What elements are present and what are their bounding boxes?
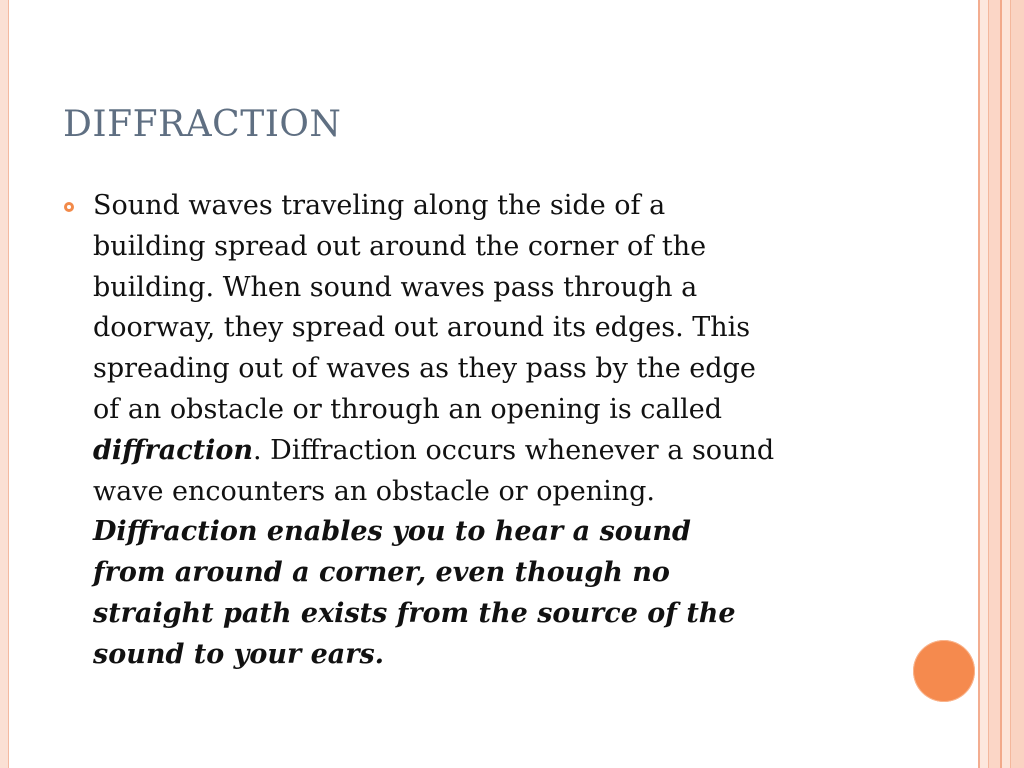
paragraph-line: building. When sound waves pass through a: [93, 271, 698, 303]
right-frame-stripe: [988, 0, 1000, 768]
paragraph-line: Sound waves traveling along the side of a: [93, 190, 666, 221]
left-frame-border: [0, 0, 9, 768]
circle-bullet-icon: [64, 202, 74, 212]
paragraph-line: building spread out around the corner of the: [93, 230, 707, 262]
right-frame-stripe: [1010, 0, 1024, 768]
bullet-paragraph: [93, 186, 893, 676]
emphasis-line: from around a corner, even though no: [93, 557, 670, 589]
paragraph-line: doorway, they spread out around its edges. This: [93, 312, 751, 344]
emphasis-line: Diffraction enables you to hear a sound: [93, 516, 691, 548]
emphasis-line: straight path exists from the source of the: [93, 597, 736, 629]
slide-title: DIFFRACTION: [63, 104, 342, 145]
paragraph-line: spreading out of waves as they pass by the edge: [93, 353, 756, 385]
paragraph-line: of an obstacle or through an opening is called: [93, 393, 723, 425]
right-frame-stripe: [978, 0, 988, 768]
right-frame-stripe: [1000, 0, 1010, 768]
paragraph-line: [93, 431, 893, 472]
term-continuation: . Diffraction occurs whenever a sound: [253, 434, 775, 466]
emphasis-line: sound to your ears.: [93, 638, 385, 670]
decorative-orange-circle: [913, 640, 975, 702]
term-diffraction: diffraction: [93, 434, 253, 466]
paragraph-line: wave encounters an obstacle or opening.: [93, 475, 655, 507]
